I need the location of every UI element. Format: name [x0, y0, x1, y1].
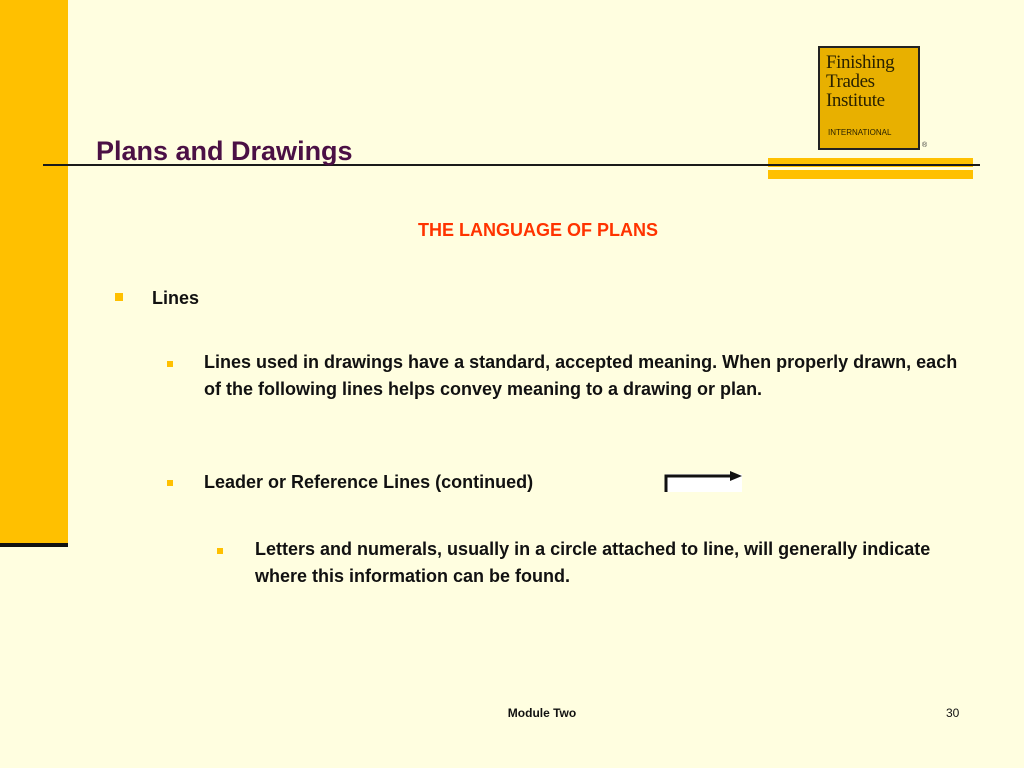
bullet-marker	[167, 361, 173, 367]
slide-subtitle: THE LANGUAGE OF PLANS	[417, 220, 658, 240]
bullet-level2-standard-meaning: Lines used in drawings have a standard, accepted meaning. When properly drawn, each of the following lines helps convey meaning to a drawing or plan.	[204, 352, 958, 399]
bullet-level2-leader-lines: Leader or Reference Lines (continued)	[204, 472, 534, 492]
left-accent-bar	[0, 0, 68, 544]
bullet-level1-lines: Lines	[152, 288, 200, 308]
footer-module: Module Two	[507, 706, 577, 720]
bullet-level3-letters-numerals: Letters and numerals, usually in a circle attached to line, will generally indicate where this information can be found.	[255, 539, 931, 586]
logo-line-3: Institute	[826, 90, 885, 111]
leader-line-arrow-icon	[660, 468, 746, 496]
title-stripe-decoration	[768, 158, 973, 179]
logo-line-2: Trades	[826, 71, 875, 92]
bullet-marker	[217, 548, 223, 554]
fti-logo	[818, 46, 920, 150]
left-bar-rule	[0, 543, 68, 547]
logo-subtitle: INTERNATIONAL	[828, 128, 892, 137]
logo-line-1: Finishing	[826, 52, 895, 73]
bullet-marker	[115, 293, 123, 301]
slide-title: Plans and Drawings	[96, 136, 353, 166]
registered-mark: ®	[922, 142, 928, 149]
page-number: 30	[946, 706, 960, 720]
bullet-marker	[167, 480, 173, 486]
